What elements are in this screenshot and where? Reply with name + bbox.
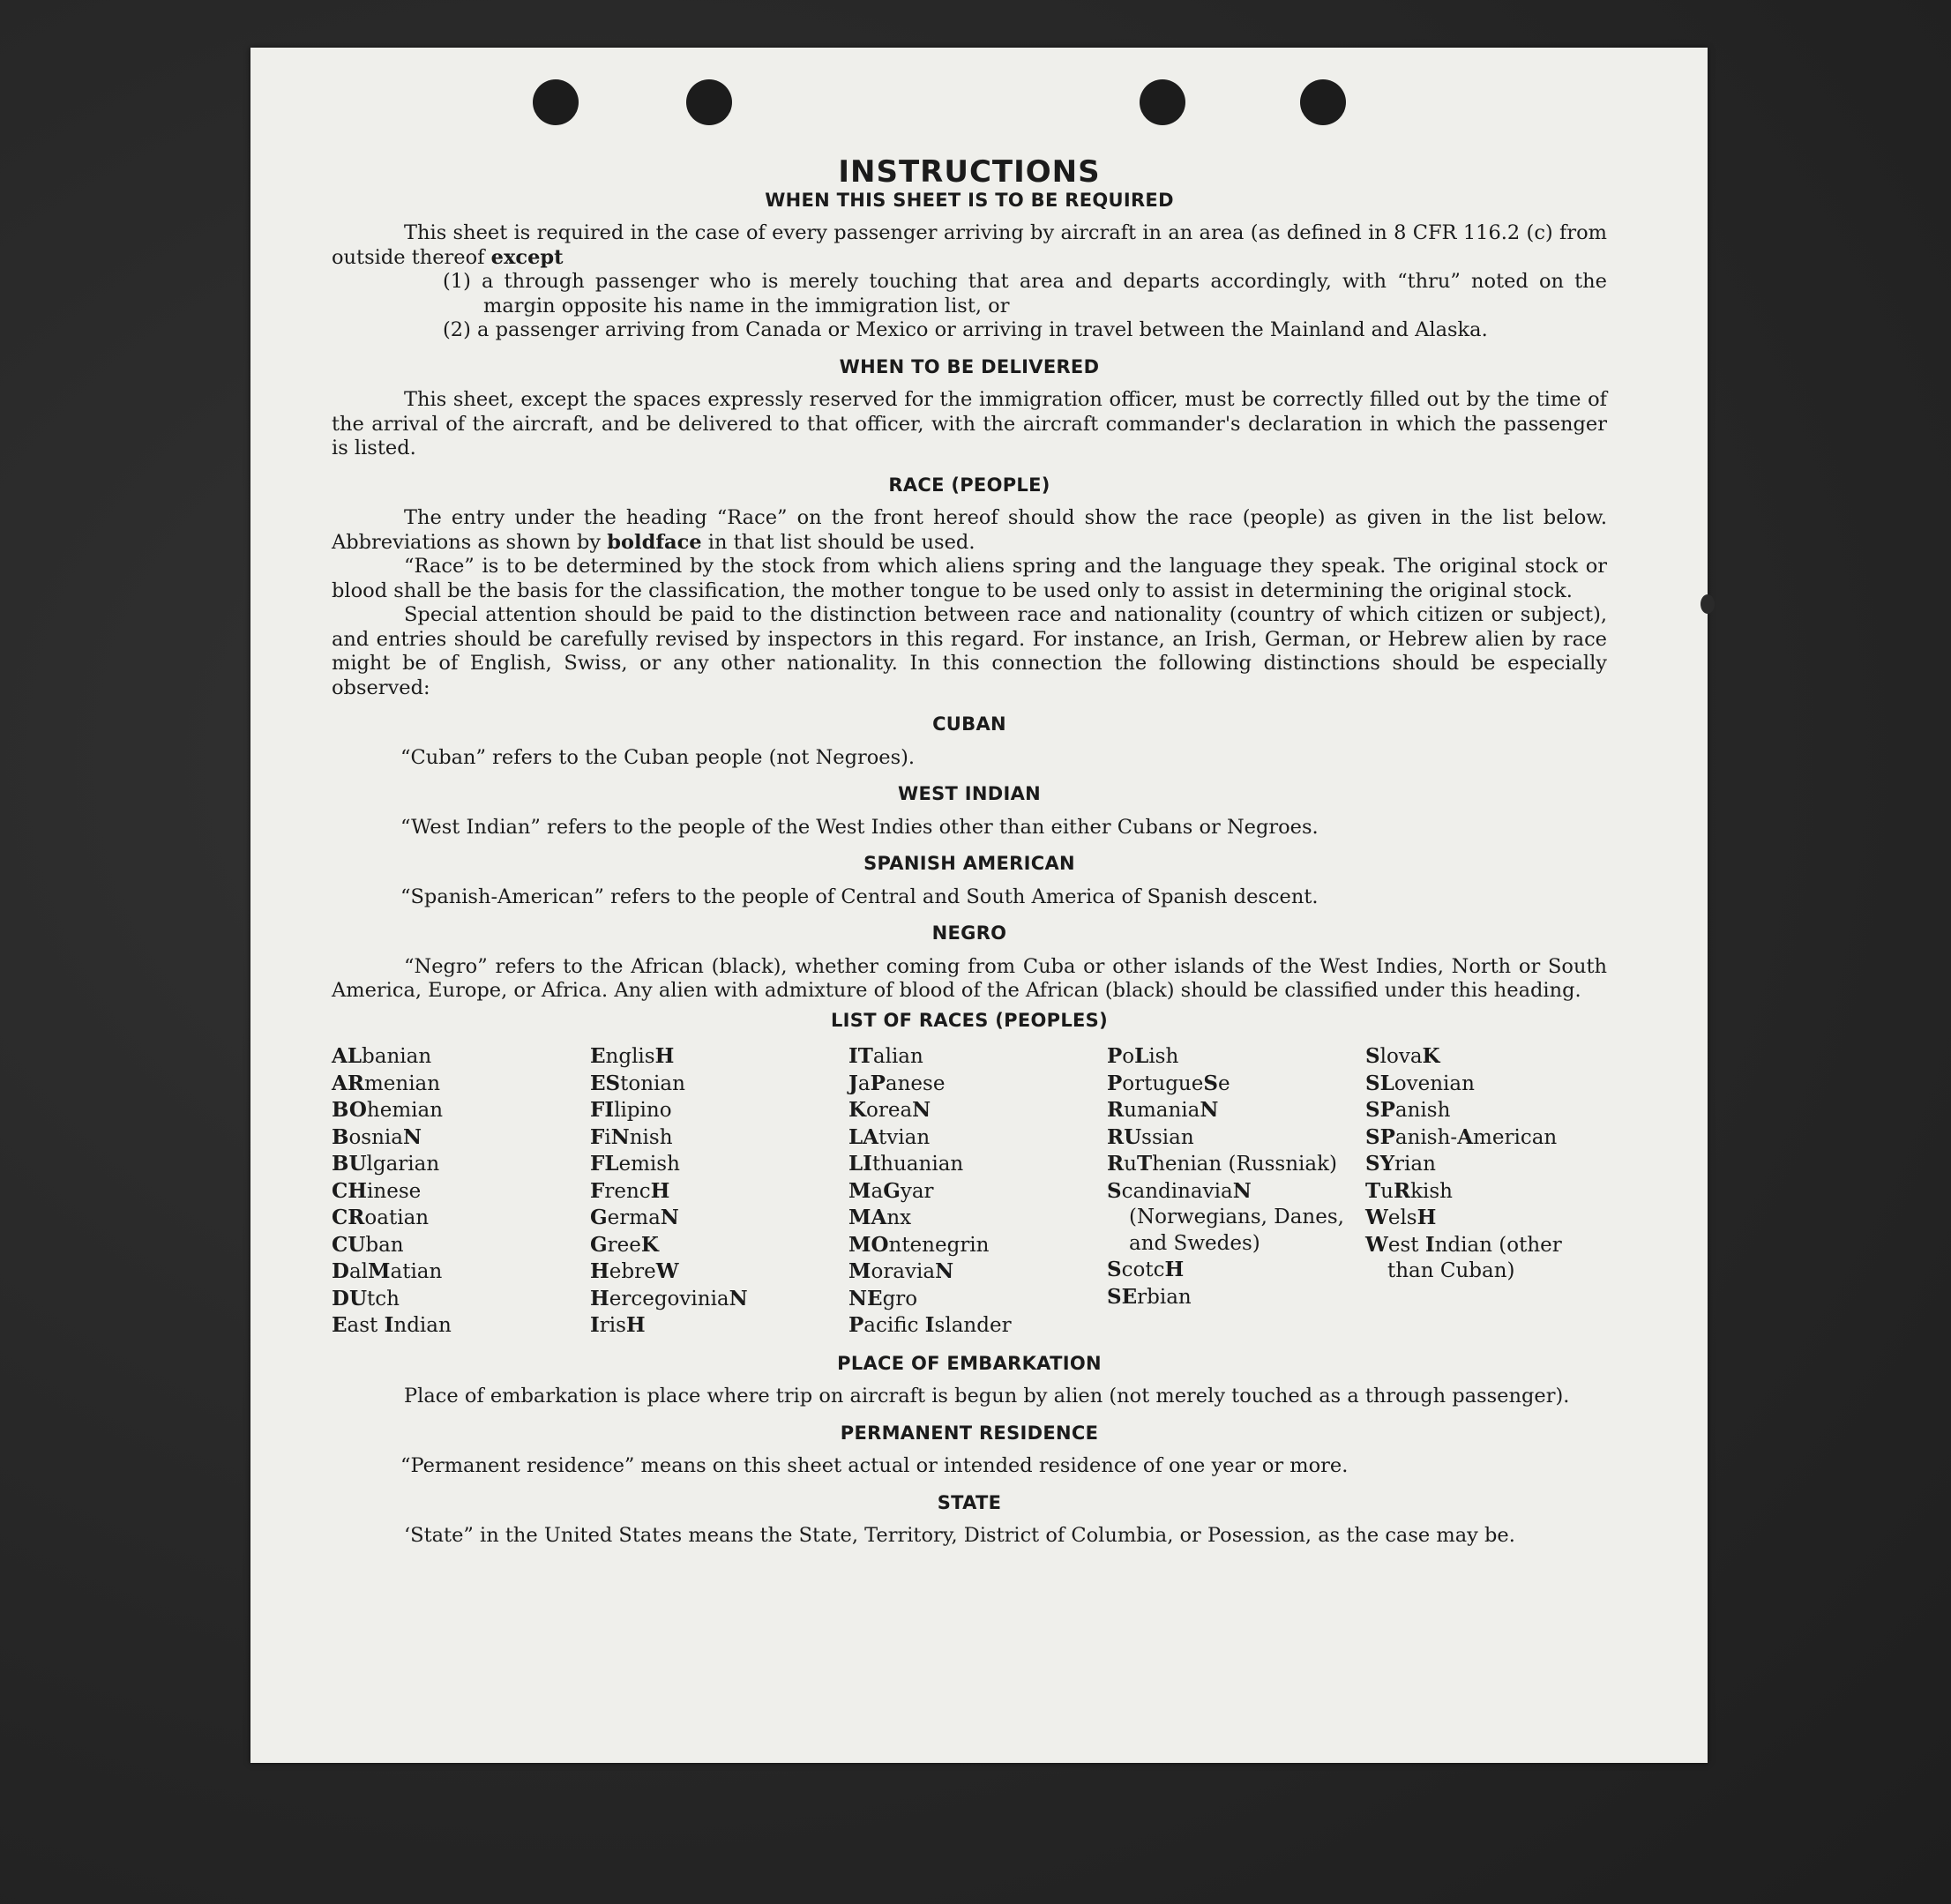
required-item-1: (1) a through passenger who is merely touching that area and departs accordingly, with “thru” noted on the margin opposite his name in the immigration list, or (443, 270, 1607, 317)
race-list (332, 1043, 1607, 1340)
heading-required: WHEN THIS SHEET IS TO BE REQUIRED (765, 189, 1174, 211)
race-item: BOhemian (332, 1098, 444, 1122)
race-paragraph-1: The entry under the heading “Race” on the front hereof should show the race (people) as given in the list below. Abbreviations as shown by boldface in that list should be used. (332, 506, 1607, 554)
race-item: DalMatian (332, 1259, 443, 1283)
race-item: ALbanian (332, 1044, 432, 1068)
punch-hole (686, 79, 732, 125)
heading-negro: NEGRO (931, 922, 1007, 944)
race-item: WelsH (1365, 1206, 1437, 1229)
race-item: BUlgarian (332, 1152, 440, 1176)
race-column (590, 1043, 832, 1340)
race-item: CHinese (332, 1178, 422, 1203)
race-column (848, 1043, 1090, 1340)
race-item: HebreW (590, 1259, 679, 1283)
race-item: ScandinaviaN (Norwegians, Danes, and Swedes) (1107, 1178, 1344, 1255)
heading-residence: PERMANENT RESIDENCE (840, 1422, 1099, 1444)
race-item: PortugueSe (1107, 1071, 1230, 1095)
race-item: East Indian (332, 1313, 452, 1337)
heading-state: STATE (937, 1491, 1002, 1513)
race-item: NEgro (848, 1286, 918, 1310)
race-item: IrisH (590, 1313, 646, 1337)
race-item: DUtch (332, 1286, 400, 1310)
race-item: FLemish (590, 1152, 680, 1176)
race-column (1107, 1043, 1349, 1340)
race-item: ITalian (848, 1044, 923, 1068)
embarkation-text: Place of embarkation is place where trip on aircraft is begun by alien (not merely touched as a through passenger). (404, 1385, 1570, 1407)
race-item: FrencH (590, 1178, 670, 1203)
race-item: TuRkish (1365, 1178, 1453, 1203)
race-item: EStonian (590, 1071, 685, 1095)
cuban-text: “Cuban” refers to the Cuban people (not Negroes). (400, 745, 916, 769)
race-item: MaGyar (848, 1178, 934, 1203)
race-item: BosniaN (332, 1124, 422, 1149)
race-item: GreeK (590, 1232, 659, 1257)
heading-cuban: CUBAN (932, 713, 1006, 735)
race-item: RUssian (1107, 1124, 1194, 1149)
delivered-text: This sheet, except the spaces expressly reserved for the immigration officer, must be correctly filled out by the time of the arrival of the aircraft, and be delivered to that officer, with the aircraft commander's declaration in which the passenger is listed. (332, 388, 1607, 459)
race-item: SErbian (1107, 1284, 1192, 1309)
race-item: ARmenian (332, 1071, 441, 1095)
heading-embarkation: PLACE OF EMBARKATION (837, 1352, 1102, 1374)
page-notch (1701, 594, 1715, 614)
heading-spanish-american: SPANISH AMERICAN (863, 853, 1075, 874)
race-paragraph-2: “Race” is to be determined by the stock from which aliens spring and the language they speak. The original stock or blood shall be the basis for the classification, the mother tongue to be used only to assist in determining the original stock. (332, 555, 1607, 602)
race-item: RuThenian (Russniak) (1107, 1152, 1338, 1176)
race-item: SLovenian (1365, 1071, 1475, 1095)
race-item: Pacific Islander (848, 1313, 1012, 1337)
race-item: FIlipino (590, 1098, 672, 1122)
punch-hole (1300, 79, 1346, 125)
race-item: SYrian (1365, 1152, 1436, 1176)
state-text: ‘State” in the United States means the State, Territory, District of Columbia, or Posession, as the case may be. (404, 1524, 1515, 1547)
heading-race: RACE (PEOPLE) (888, 474, 1050, 496)
required-intro: This sheet is required in the case of every passenger arriving by aircraft in an area (as defined in 8 CFR 116.2 (c) from outside thereof except (332, 221, 1607, 269)
race-item: FiNnish (590, 1124, 673, 1149)
race-column (1365, 1043, 1607, 1340)
race-item: GermaN (590, 1206, 679, 1229)
race-item: ScotcH (1107, 1258, 1185, 1281)
race-paragraph-3: Special attention should be paid to the distinction between race and nationality (country of which citizen or subject), and entries should be carefully revised by inspectors in this regard. For instance, an Irish, German, or Hebrew alien by race might be of English, Swiss, or any other nationality. In this connection the following distinctions should be especially observed: (332, 603, 1607, 699)
race-item: MoraviaN (848, 1259, 954, 1283)
heading-list-of-races: LIST OF RACES (PEOPLES) (830, 1009, 1108, 1031)
race-item: SPanish (1365, 1098, 1451, 1122)
race-item: MAnx (848, 1206, 912, 1229)
punch-hole (1140, 79, 1185, 125)
document-page (250, 48, 1708, 1763)
race-item: CUban (332, 1232, 404, 1257)
heading-delivered: WHEN TO BE DELIVERED (839, 355, 1100, 377)
race-column (332, 1043, 573, 1340)
residence-text: “Permanent residence” means on this sheet actual or intended residence of one year or more. (400, 1454, 1349, 1477)
race-item: KoreaN (848, 1098, 931, 1122)
negro-text: “Negro” refers to the African (black), whether coming from Cuba or other islands of the West Indies, North or South America, Europe, or Africa. Any alien with admixture of blood of the African (black) should be classified under this heading. (332, 954, 1607, 1002)
race-item: SPanish-American (1365, 1124, 1558, 1149)
race-item: JaPanese (848, 1071, 946, 1095)
page-title: INSTRUCTIONS (838, 154, 1101, 190)
race-item: SlovaK (1365, 1044, 1440, 1068)
race-item: West Indian (other than Cuban) (1365, 1232, 1562, 1282)
punch-hole (533, 79, 579, 125)
west-indian-text: “West Indian” refers to the people of the West Indies other than either Cubans or Negroes. (400, 815, 1319, 839)
spanish-american-text: “Spanish-American” refers to the people of Central and South America of Spanish descent. (400, 885, 1319, 908)
race-item: RumaniaN (1107, 1098, 1219, 1122)
race-item: PoLish (1107, 1044, 1179, 1068)
race-item: HercegoviniaN (590, 1286, 748, 1310)
race-item: MOntenegrin (848, 1232, 990, 1257)
heading-west-indian: WEST INDIAN (897, 783, 1042, 804)
race-item: LIthuanian (848, 1152, 964, 1176)
race-item: LAtvian (848, 1124, 931, 1149)
instructions-content (332, 154, 1607, 1549)
race-item: EnglisH (590, 1044, 675, 1068)
race-item: CRoatian (332, 1206, 430, 1229)
required-item-2: (2) a passenger arriving from Canada or Mexico or arriving in travel between the Mainland and Alaska. (443, 318, 1488, 341)
